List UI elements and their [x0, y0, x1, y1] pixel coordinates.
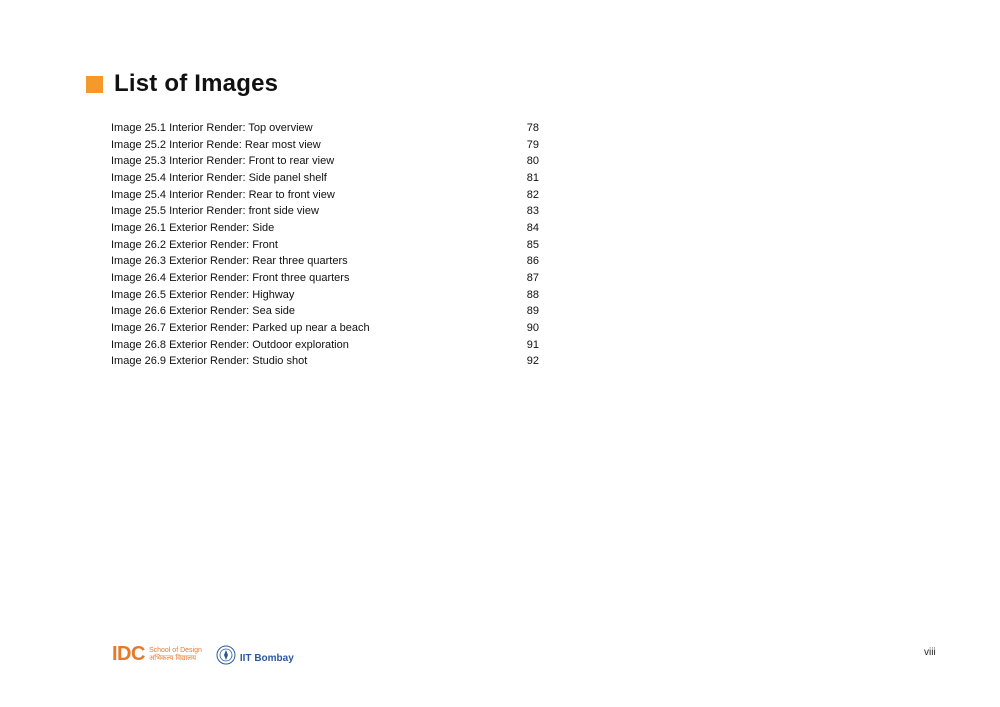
- list-item-page-number: 89: [526, 305, 539, 318]
- list-item-page-number: 79: [526, 138, 539, 151]
- list-item: [111, 153, 539, 170]
- list-item-label: Image 26.6 Exterior Render: Sea side: [111, 305, 296, 318]
- list-item-label: Image 25.4 Interior Render: Side panel shelf: [111, 171, 327, 184]
- list-item-page-number: 91: [526, 338, 539, 351]
- list-item: [111, 253, 539, 270]
- list-item: [111, 353, 539, 370]
- list-item: [111, 320, 539, 337]
- images-list: [111, 120, 539, 370]
- list-item-label: Image 26.3 Exterior Render: Rear three quarters: [111, 255, 348, 268]
- page-number: viii: [924, 647, 936, 658]
- list-item-label: Image 26.5 Exterior Render: Highway: [111, 288, 295, 301]
- list-item: [111, 287, 539, 304]
- list-item: [111, 187, 539, 204]
- list-item-page-number: 81: [526, 171, 539, 184]
- list-item-label: Image 25.4 Interior Render: Rear to front view: [111, 188, 335, 201]
- footer-logos: [112, 643, 294, 666]
- list-item-page-number: 84: [526, 221, 539, 234]
- list-item-page-number: 88: [526, 288, 539, 301]
- list-item-label: Image 25.2 Interior Rende: Rear most view: [111, 138, 321, 151]
- list-item: [111, 270, 539, 287]
- list-item-label: Image 26.1 Exterior Render: Side: [111, 221, 275, 234]
- idc-subtitle-hindi: अभिकल्प विद्यालय: [148, 654, 197, 662]
- list-item: [111, 203, 539, 220]
- list-item-label: Image 26.7 Exterior Render: Parked up near a beach: [111, 321, 370, 334]
- list-item-label: Image 26.9 Exterior Render: Studio shot: [111, 355, 308, 368]
- list-item: [111, 303, 539, 320]
- list-item-page-number: 78: [526, 122, 539, 134]
- list-item-page-number: 86: [526, 255, 539, 268]
- iit-emblem-icon: [216, 645, 236, 665]
- list-item: [111, 170, 539, 187]
- page-heading: [86, 70, 278, 98]
- heading-accent-square: [86, 76, 103, 93]
- idc-logo: IDC: [112, 643, 145, 665]
- list-item: [111, 237, 539, 254]
- list-item-label: Image 25.3 Interior Render: Front to rear view: [111, 155, 335, 168]
- list-item-page-number: 82: [526, 188, 539, 201]
- list-item: [111, 220, 539, 237]
- list-item-page-number: 87: [526, 271, 539, 284]
- list-item: [111, 137, 539, 154]
- list-item-page-number: 83: [526, 205, 539, 218]
- list-item-label: Image 26.8 Exterior Render: Outdoor exploration: [111, 338, 349, 351]
- list-item-page-number: 85: [526, 238, 539, 251]
- list-item-page-number: 80: [526, 155, 539, 168]
- list-item-label: Image 26.4 Exterior Render: Front three quarters: [111, 271, 350, 284]
- list-item-page-number: 90: [526, 321, 539, 334]
- list-item-label: Image 26.2 Exterior Render: Front: [111, 238, 278, 251]
- list-item: [111, 337, 539, 354]
- page-title: List of Images: [114, 70, 279, 97]
- list-item-label: Image 25.5 Interior Render: front side view: [111, 205, 319, 218]
- iit-bombay-text: IIT Bombay: [239, 653, 294, 664]
- idc-subtitle: [149, 647, 202, 663]
- idc-subtitle-english: School of Design: [148, 646, 202, 654]
- list-item-page-number: 92: [526, 355, 539, 368]
- list-item: [111, 120, 539, 137]
- list-item-label: Image 25.1 Interior Render: Top overview: [111, 122, 313, 134]
